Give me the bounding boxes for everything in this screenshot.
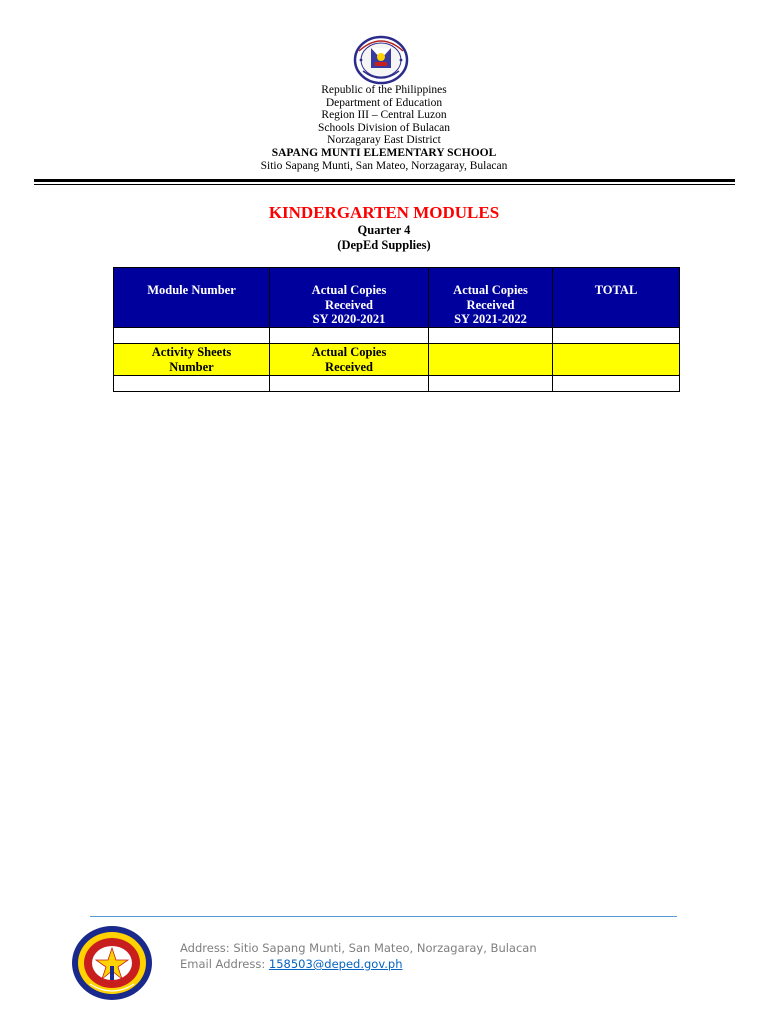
document-subtitle xyxy=(0,223,768,252)
footer-address: Address: Sitio Sapang Munti, San Mateo, Norzagaray, Bulacan xyxy=(180,941,537,955)
footer-contact xyxy=(180,940,537,972)
table-subheader-row xyxy=(114,344,680,376)
header-cell-total: TOTAL xyxy=(553,268,680,328)
table-cell xyxy=(114,376,270,392)
school-address: Sitio Sapang Munti, San Mateo, Norzagaray, Bulacan xyxy=(260,159,508,172)
header-cell-module-number: Module Number xyxy=(114,268,270,328)
footer-email-line xyxy=(180,956,537,972)
table-cell xyxy=(114,328,270,344)
header-line: Region III – Central Luzon xyxy=(321,109,447,122)
table-row xyxy=(114,376,680,392)
subheader-cell-activity-sheets: Activity Sheets Number xyxy=(114,344,270,376)
subheader-cell-empty xyxy=(429,344,553,376)
table-cell xyxy=(553,328,680,344)
header-cell-copies-2021: Actual Copies Received SY 2021-2022 xyxy=(429,268,553,328)
footer-divider xyxy=(90,916,677,917)
footer-email-link[interactable]: 158503@deped.gov.ph xyxy=(268,957,403,971)
school-seal-logo xyxy=(70,924,154,1002)
header-cell-copies-2020: Actual Copies Received SY 2020-2021 xyxy=(270,268,429,328)
table-cell xyxy=(553,376,680,392)
document-title: KINDERGARTEN MODULES xyxy=(268,203,500,222)
header-line: Department of Education xyxy=(325,96,443,109)
table-cell xyxy=(429,328,553,344)
subheader-cell-actual-copies: Actual Copies Received xyxy=(270,344,429,376)
deped-seal-logo xyxy=(349,35,413,85)
header-divider-thick xyxy=(34,179,735,182)
quarter-label: Quarter 4 xyxy=(357,223,411,237)
table-cell xyxy=(270,328,429,344)
header-divider-thin xyxy=(34,184,735,185)
table-cell xyxy=(429,376,553,392)
header-line: Republic of the Philippines xyxy=(321,84,447,96)
modules-table xyxy=(113,267,680,392)
supplies-note: (DepEd Supplies) xyxy=(337,237,431,252)
footer-email-label: Email Address: xyxy=(180,957,269,971)
header-line: Schools Division of Bulacan xyxy=(318,121,450,134)
letterhead xyxy=(0,84,768,172)
table-cell xyxy=(270,376,429,392)
table-row xyxy=(114,328,680,344)
table-header-row xyxy=(114,268,680,328)
school-name: SAPANG MUNTI ELEMENTARY SCHOOL xyxy=(271,146,497,159)
subheader-cell-empty xyxy=(553,344,680,376)
header-line: Norzagaray East District xyxy=(327,134,441,147)
